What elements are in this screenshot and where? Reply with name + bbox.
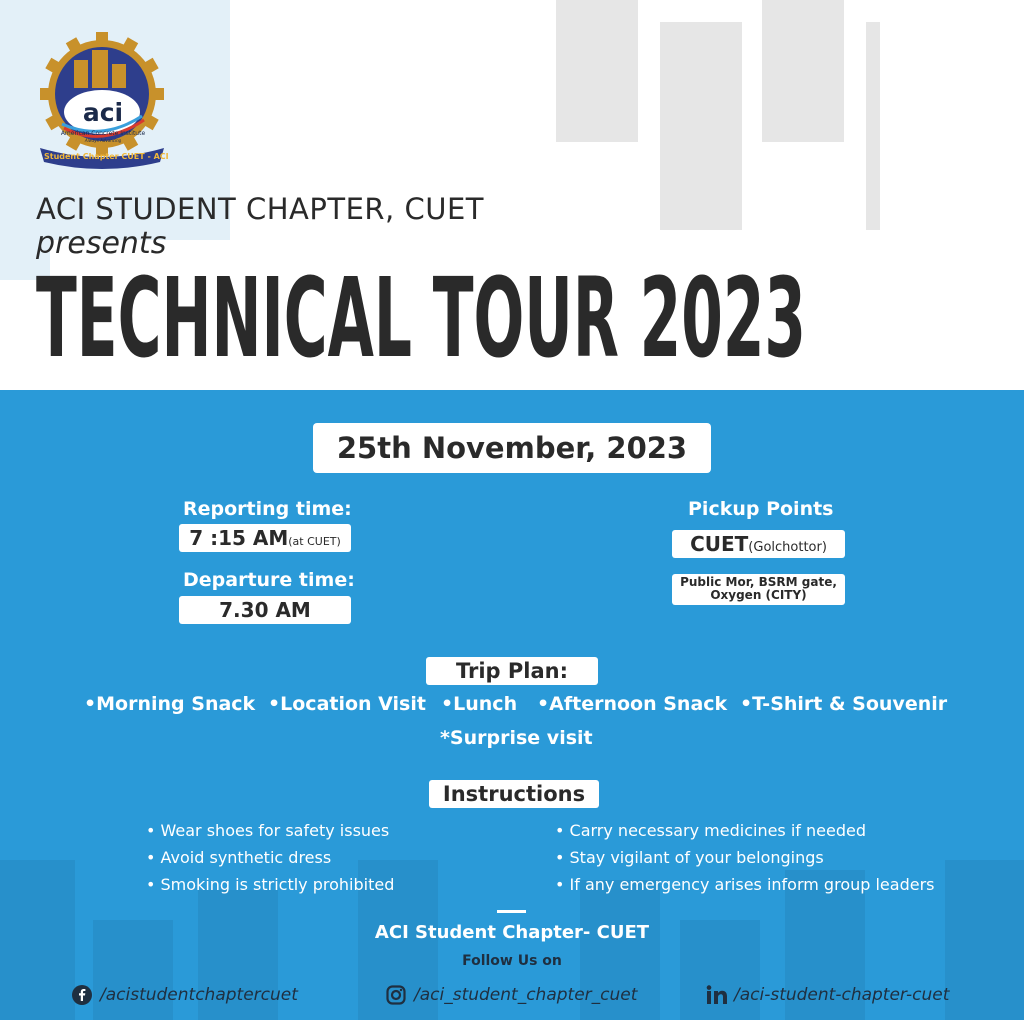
logo-tagline: Always Advancing	[84, 138, 122, 143]
linkedin-icon	[706, 985, 728, 1005]
linkedin-handle: /aci-student-chapter-cuet	[734, 985, 950, 1005]
trip-item: •T-Shirt & Souvenir	[740, 693, 948, 715]
deco-gray-building	[762, 0, 844, 142]
deco-gray-building	[866, 22, 880, 230]
organization-title: ACI STUDENT CHAPTER, CUET	[36, 192, 484, 226]
pickup-primary: CUET	[690, 532, 749, 556]
follow-us-label: Follow Us on	[462, 953, 562, 969]
logo-ribbon: Student Chapter CUET - ACI	[44, 152, 169, 161]
aci-logo	[36, 30, 168, 170]
instructions-label: Instructions	[429, 780, 599, 808]
departure-time-label: Departure time:	[183, 569, 355, 591]
trip-item: •Morning Snack	[84, 693, 256, 715]
date-badge: 25th November, 2023	[313, 423, 711, 473]
reporting-time-value: 7 :15 AM	[189, 526, 289, 550]
instruction-item: • Carry necessary medicines if needed	[555, 821, 866, 840]
event-title-text: TECHNICAL TOUR 2023	[36, 256, 806, 366]
instruction-item: • Smoking is strictly prohibited	[146, 875, 395, 894]
reporting-time-label: Reporting time:	[183, 498, 352, 520]
logo-acronym: aci	[82, 98, 124, 127]
facebook-link[interactable]	[72, 983, 312, 1009]
instruction-item: • Stay vigilant of your belongings	[555, 848, 824, 867]
pickup-secondary-line1: Public Mor, BSRM gate,	[680, 575, 837, 589]
instagram-handle: /aci_student_chapter_cuet	[414, 985, 638, 1005]
trip-item: •Location Visit	[268, 693, 426, 715]
pickup-primary-badge	[672, 530, 845, 558]
facebook-handle: /acistudentchaptercuet	[100, 985, 298, 1005]
event-title	[36, 256, 816, 366]
instagram-icon	[386, 985, 406, 1005]
trip-plan-list	[0, 693, 1024, 719]
instagram-link[interactable]	[386, 983, 656, 1009]
trip-plan-label: Trip Plan:	[426, 657, 598, 685]
deco-gray-building	[556, 0, 638, 142]
pickup-secondary-line2: Oxygen (CITY)	[710, 588, 807, 602]
footer-organization: ACI Student Chapter- CUET	[374, 922, 650, 943]
instruction-item: • Wear shoes for safety issues	[146, 821, 390, 840]
logo-full-name: American Concrete Institute	[60, 130, 146, 137]
trip-item: •Lunch	[441, 693, 518, 715]
instruction-item: • Avoid synthetic dress	[146, 848, 332, 867]
deco-gray-building	[660, 22, 742, 230]
instruction-item: • If any emergency arises inform group leaders	[555, 875, 935, 894]
presents-text: presents	[36, 226, 167, 261]
pickup-points-label: Pickup Points	[688, 498, 834, 520]
facebook-icon	[72, 985, 92, 1005]
linkedin-link[interactable]	[706, 983, 976, 1009]
reporting-time-badge	[179, 524, 351, 552]
pickup-primary-note: (Golchottor)	[748, 540, 827, 555]
pickup-secondary-badge	[672, 574, 845, 605]
trip-surprise-visit: *Surprise visit	[440, 727, 593, 749]
reporting-time-note: (at CUET)	[288, 535, 341, 548]
footer-divider	[497, 910, 526, 913]
trip-item: •Afternoon Snack	[537, 693, 728, 715]
departure-time-badge: 7.30 AM	[179, 596, 351, 624]
